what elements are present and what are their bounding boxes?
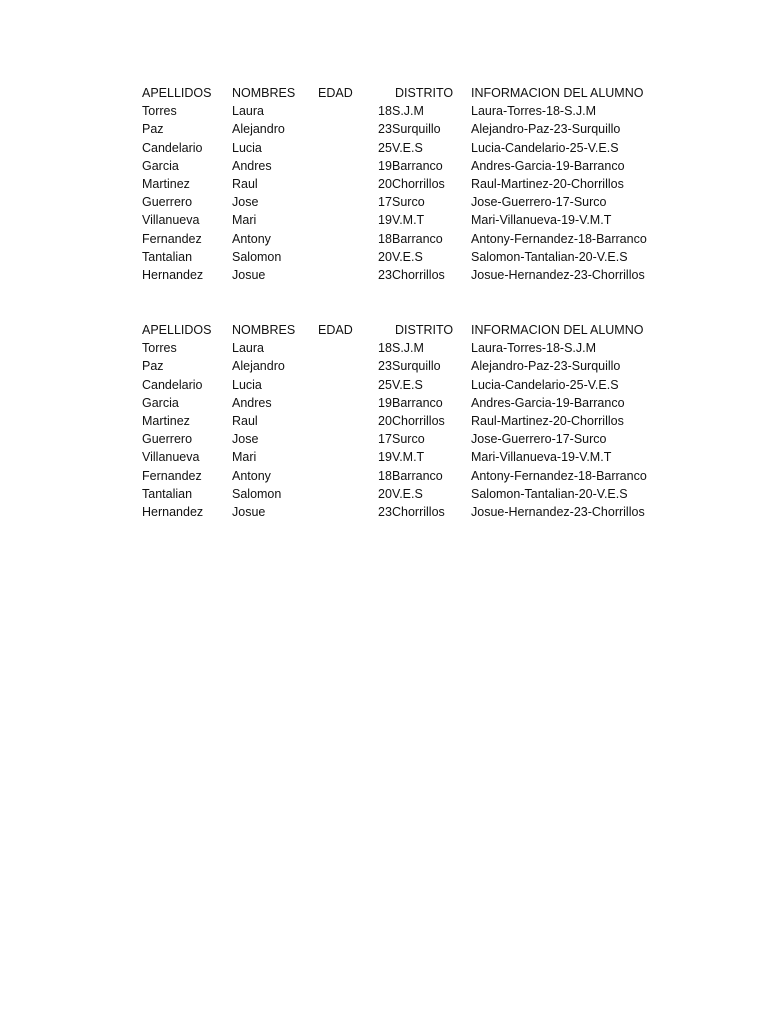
- cell-informacion: Mari-Villanueva-19-V.M.T: [471, 450, 612, 465]
- table-row: [142, 357, 702, 375]
- table-row: [142, 467, 702, 485]
- cell-apellido: Fernandez: [142, 231, 202, 246]
- header-nombres: NOMBRES: [232, 86, 296, 100]
- cell-informacion: Josue-Hernandez-23-Chorrillos: [471, 504, 645, 519]
- cell-edad: 19: [378, 158, 392, 173]
- table-row: [142, 193, 702, 211]
- cell-distrito: V.M.T: [392, 450, 425, 465]
- header-apellidos: APELLIDOS: [142, 323, 212, 337]
- cell-edad: 19: [378, 395, 392, 410]
- cell-nombre: Lucia: [232, 377, 262, 392]
- table-row: [142, 394, 702, 412]
- header-edad: EDAD: [318, 323, 353, 337]
- cell-nombre: Raul: [232, 413, 258, 428]
- cell-distrito: Barranco: [392, 158, 443, 173]
- cell-apellido: Garcia: [142, 395, 179, 410]
- cell-nombre: Mari: [232, 450, 257, 465]
- table-header-row: [142, 321, 702, 339]
- cell-distrito: Chorrillos: [392, 176, 445, 191]
- cell-edad: 25: [378, 377, 392, 392]
- cell-informacion: Antony-Fernandez-18-Barranco: [471, 231, 647, 246]
- table-row: [142, 448, 702, 466]
- cell-informacion: Alejandro-Paz-23-Surquillo: [471, 359, 621, 374]
- cell-edad: 18: [378, 341, 392, 356]
- cell-nombre: Alejandro: [232, 122, 285, 137]
- cell-apellido: Candelario: [142, 377, 203, 392]
- table-row: [142, 175, 702, 193]
- cell-apellido: Tantalian: [142, 249, 193, 264]
- table-row: [142, 503, 702, 521]
- cell-nombre: Mari: [232, 213, 257, 228]
- cell-nombre: Raul: [232, 176, 258, 191]
- student-table-2: [142, 321, 702, 521]
- cell-nombre: Josue: [232, 504, 266, 519]
- cell-nombre: Laura: [232, 104, 264, 119]
- cell-nombre: Andres: [232, 158, 272, 173]
- cell-edad: 18: [378, 468, 392, 483]
- cell-informacion: Antony-Fernandez-18-Barranco: [471, 468, 647, 483]
- cell-apellido: Villanueva: [142, 450, 200, 465]
- cell-edad: 20: [378, 486, 392, 501]
- cell-nombre: Salomon: [232, 249, 282, 264]
- cell-edad: 19: [378, 450, 392, 465]
- cell-distrito: S.J.M: [392, 341, 424, 356]
- cell-apellido: Candelario: [142, 140, 203, 155]
- header-informacion: INFORMACION DEL ALUMNO: [471, 323, 644, 337]
- cell-distrito: Barranco: [392, 231, 443, 246]
- cell-distrito: Barranco: [392, 395, 443, 410]
- table-row: [142, 102, 702, 120]
- cell-edad: 25: [378, 140, 392, 155]
- cell-distrito: V.E.S: [392, 249, 423, 264]
- cell-nombre: Andres: [232, 395, 272, 410]
- table-row: [142, 230, 702, 248]
- header-apellidos: APELLIDOS: [142, 86, 212, 100]
- cell-edad: 17: [378, 432, 392, 447]
- cell-nombre: Laura: [232, 341, 264, 356]
- cell-informacion: Alejandro-Paz-23-Surquillo: [471, 122, 621, 137]
- table-row: [142, 248, 702, 266]
- table-row: [142, 339, 702, 357]
- cell-apellido: Guerrero: [142, 195, 193, 210]
- cell-distrito: V.M.T: [392, 213, 425, 228]
- cell-distrito: Chorrillos: [392, 413, 445, 428]
- table-row: [142, 485, 702, 503]
- cell-informacion: Raul-Martinez-20-Chorrillos: [471, 413, 624, 428]
- cell-apellido: Hernandez: [142, 504, 204, 519]
- cell-distrito: Surco: [392, 195, 425, 210]
- cell-distrito: V.E.S: [392, 140, 423, 155]
- header-informacion: INFORMACION DEL ALUMNO: [471, 86, 644, 100]
- cell-informacion: Salomon-Tantalian-20-V.E.S: [471, 249, 628, 264]
- cell-informacion: Mari-Villanueva-19-V.M.T: [471, 213, 612, 228]
- cell-edad: 17: [378, 195, 392, 210]
- cell-nombre: Antony: [232, 231, 271, 246]
- cell-edad: 20: [378, 413, 392, 428]
- cell-nombre: Josue: [232, 267, 266, 282]
- cell-informacion: Lucia-Candelario-25-V.E.S: [471, 140, 619, 155]
- cell-apellido: Paz: [142, 359, 164, 374]
- cell-informacion: Salomon-Tantalian-20-V.E.S: [471, 486, 628, 501]
- cell-apellido: Villanueva: [142, 213, 200, 228]
- cell-edad: 20: [378, 249, 392, 264]
- table-row: [142, 211, 702, 229]
- header-distrito: DISTRITO: [395, 86, 454, 100]
- cell-nombre: Alejandro: [232, 359, 285, 374]
- table-row: [142, 430, 702, 448]
- cell-nombre: Jose: [232, 432, 259, 447]
- cell-apellido: Paz: [142, 122, 164, 137]
- cell-distrito: V.E.S: [392, 486, 423, 501]
- cell-edad: 23: [378, 359, 392, 374]
- cell-informacion: Andres-Garcia-19-Barranco: [471, 395, 625, 410]
- cell-edad: 23: [378, 504, 392, 519]
- cell-distrito: Surquillo: [392, 359, 441, 374]
- cell-nombre: Salomon: [232, 486, 282, 501]
- cell-informacion: Andres-Garcia-19-Barranco: [471, 158, 625, 173]
- cell-apellido: Torres: [142, 104, 177, 119]
- cell-informacion: Laura-Torres-18-S.J.M: [471, 341, 597, 356]
- cell-apellido: Torres: [142, 341, 177, 356]
- cell-apellido: Fernandez: [142, 468, 202, 483]
- cell-informacion: Lucia-Candelario-25-V.E.S: [471, 377, 619, 392]
- cell-distrito: Barranco: [392, 468, 443, 483]
- cell-distrito: Surquillo: [392, 122, 441, 137]
- table-header-row: [142, 84, 702, 102]
- table-row: [142, 412, 702, 430]
- cell-distrito: Chorrillos: [392, 504, 445, 519]
- cell-apellido: Garcia: [142, 158, 179, 173]
- student-table-1: [142, 84, 702, 284]
- cell-apellido: Martinez: [142, 413, 190, 428]
- cell-informacion: Laura-Torres-18-S.J.M: [471, 104, 597, 119]
- cell-apellido: Tantalian: [142, 486, 193, 501]
- table-row: [142, 266, 702, 284]
- cell-apellido: Martinez: [142, 176, 190, 191]
- cell-distrito: S.J.M: [392, 104, 424, 119]
- table-row: [142, 376, 702, 394]
- table-row: [142, 157, 702, 175]
- cell-edad: 23: [378, 267, 392, 282]
- cell-informacion: Jose-Guerrero-17-Surco: [471, 195, 607, 210]
- table-row: [142, 120, 702, 138]
- cell-distrito: Chorrillos: [392, 267, 445, 282]
- cell-informacion: Raul-Martinez-20-Chorrillos: [471, 176, 624, 191]
- cell-apellido: Guerrero: [142, 432, 193, 447]
- cell-edad: 18: [378, 104, 392, 119]
- cell-edad: 23: [378, 122, 392, 137]
- cell-informacion: Jose-Guerrero-17-Surco: [471, 432, 607, 447]
- cell-nombre: Jose: [232, 195, 259, 210]
- cell-distrito: V.E.S: [392, 377, 423, 392]
- cell-nombre: Lucia: [232, 140, 262, 155]
- header-edad: EDAD: [318, 86, 353, 100]
- table-row: [142, 139, 702, 157]
- cell-edad: 18: [378, 231, 392, 246]
- cell-edad: 20: [378, 176, 392, 191]
- header-nombres: NOMBRES: [232, 323, 296, 337]
- cell-distrito: Surco: [392, 432, 425, 447]
- cell-informacion: Josue-Hernandez-23-Chorrillos: [471, 267, 645, 282]
- header-distrito: DISTRITO: [395, 323, 454, 337]
- cell-nombre: Antony: [232, 468, 271, 483]
- cell-apellido: Hernandez: [142, 267, 204, 282]
- cell-edad: 19: [378, 213, 392, 228]
